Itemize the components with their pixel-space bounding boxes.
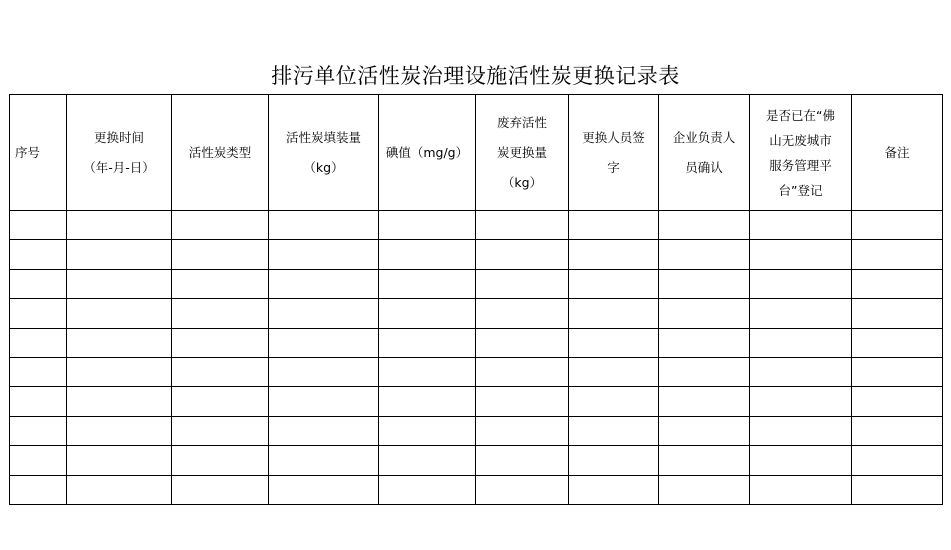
table-cell-iodine[interactable]	[379, 269, 476, 298]
header-line: （kg）	[303, 159, 344, 175]
table-cell-remark[interactable]	[852, 416, 943, 445]
table-cell-fill[interactable]	[269, 446, 379, 475]
header-line: 更换人员签	[582, 129, 645, 145]
header-line: （年-月-日）	[83, 159, 155, 175]
table-row	[10, 475, 943, 504]
table-cell-seq[interactable]	[10, 240, 67, 269]
header-cell-time	[67, 95, 172, 211]
table-cell-registered[interactable]	[750, 211, 852, 240]
header-line: 是否已在“佛	[766, 107, 835, 123]
table-cell-registered[interactable]	[750, 475, 852, 504]
header-cell-iodine	[379, 95, 476, 211]
table-cell-time[interactable]	[67, 240, 172, 269]
header-cell-registered	[750, 95, 852, 211]
table-cell-fill[interactable]	[269, 475, 379, 504]
table-cell-registered[interactable]	[750, 299, 852, 328]
header-cell-fill	[269, 95, 379, 211]
table-row	[10, 269, 943, 298]
table-cell-time[interactable]	[67, 211, 172, 240]
table-cell-seq[interactable]	[10, 387, 67, 416]
table-cell-waste[interactable]	[476, 416, 569, 445]
header-line: 更换时间	[93, 129, 144, 145]
table-cell-confirm[interactable]	[659, 357, 750, 386]
table-row	[10, 357, 943, 386]
table-cell-time[interactable]	[67, 299, 172, 328]
table-cell-signer[interactable]	[569, 475, 659, 504]
header-line: 炭更换量	[496, 144, 547, 160]
header-row	[10, 95, 943, 211]
table-cell-fill[interactable]	[269, 357, 379, 386]
header-line: 服务管理平	[769, 157, 832, 173]
table-cell-registered[interactable]	[750, 328, 852, 357]
header-line: 碘值（mg/g）	[385, 144, 469, 160]
table-cell-iodine[interactable]	[379, 357, 476, 386]
table-cell-iodine[interactable]	[379, 475, 476, 504]
table-cell-seq[interactable]	[10, 475, 67, 504]
table-cell-waste[interactable]	[476, 240, 569, 269]
table-cell-fill[interactable]	[269, 240, 379, 269]
table-cell-type[interactable]	[172, 387, 269, 416]
table-cell-time[interactable]	[67, 446, 172, 475]
table-cell-seq[interactable]	[10, 299, 67, 328]
table-cell-type[interactable]	[172, 328, 269, 357]
header-cell-signer	[569, 95, 659, 211]
table-cell-iodine[interactable]	[379, 387, 476, 416]
table-cell-signer[interactable]	[569, 328, 659, 357]
table-cell-registered[interactable]	[750, 357, 852, 386]
table-cell-signer[interactable]	[569, 299, 659, 328]
table-row	[10, 240, 943, 269]
table-cell-iodine[interactable]	[379, 240, 476, 269]
header-cell-confirm	[659, 95, 750, 211]
table-cell-seq[interactable]	[10, 211, 67, 240]
table-cell-iodine[interactable]	[379, 328, 476, 357]
header-line: 企业负责人	[672, 129, 736, 145]
table-cell-confirm[interactable]	[659, 240, 750, 269]
table-cell-remark[interactable]	[852, 299, 943, 328]
table-cell-remark[interactable]	[852, 328, 943, 357]
table-cell-registered[interactable]	[750, 446, 852, 475]
table-cell-waste[interactable]	[476, 269, 569, 298]
table-cell-iodine[interactable]	[379, 446, 476, 475]
document-title: 排污单位活性炭治理设施活性炭更换记录表	[271, 64, 680, 88]
table-cell-waste[interactable]	[476, 387, 569, 416]
table-cell-registered[interactable]	[750, 269, 852, 298]
table-cell-waste[interactable]	[476, 299, 569, 328]
table-cell-time[interactable]	[67, 357, 172, 386]
table-cell-fill[interactable]	[269, 211, 379, 240]
replacement-record-table	[9, 94, 943, 505]
table-cell-registered[interactable]	[750, 387, 852, 416]
table-cell-waste[interactable]	[476, 328, 569, 357]
table-cell-seq[interactable]	[10, 446, 67, 475]
header-line: 山无废城市	[769, 132, 832, 148]
table-cell-type[interactable]	[172, 269, 269, 298]
table-cell-type[interactable]	[172, 211, 269, 240]
header-cell-waste	[476, 95, 569, 211]
table-cell-signer[interactable]	[569, 211, 659, 240]
header-line: 备注	[884, 144, 910, 160]
table-cell-seq[interactable]	[10, 357, 67, 386]
table-cell-fill[interactable]	[269, 269, 379, 298]
table-cell-type[interactable]	[172, 299, 269, 328]
table-cell-time[interactable]	[67, 269, 172, 298]
table-cell-waste[interactable]	[476, 475, 569, 504]
header-line: 序号	[15, 144, 41, 160]
table-cell-type[interactable]	[172, 240, 269, 269]
table-cell-iodine[interactable]	[379, 299, 476, 328]
table-cell-confirm[interactable]	[659, 328, 750, 357]
header-line: 废弃活性	[496, 114, 547, 130]
header-line: 员确认	[685, 159, 723, 175]
table-cell-signer[interactable]	[569, 387, 659, 416]
table-row	[10, 446, 943, 475]
table-cell-fill[interactable]	[269, 387, 379, 416]
table-row	[10, 416, 943, 445]
table-row	[10, 211, 943, 240]
table-cell-iodine[interactable]	[379, 416, 476, 445]
table-cell-remark[interactable]	[852, 446, 943, 475]
table-cell-seq[interactable]	[10, 269, 67, 298]
table-cell-confirm[interactable]	[659, 446, 750, 475]
table-cell-iodine[interactable]	[379, 211, 476, 240]
table-cell-signer[interactable]	[569, 269, 659, 298]
header-cell-type	[172, 95, 269, 211]
table-cell-waste[interactable]	[476, 446, 569, 475]
table-cell-type[interactable]	[172, 475, 269, 504]
table-cell-signer[interactable]	[569, 357, 659, 386]
table-row	[10, 387, 943, 416]
table-cell-confirm[interactable]	[659, 387, 750, 416]
table-row	[10, 328, 943, 357]
table-cell-signer[interactable]	[569, 240, 659, 269]
table-cell-confirm[interactable]	[659, 299, 750, 328]
table-row	[10, 299, 943, 328]
table-cell-remark[interactable]	[852, 475, 943, 504]
table-cell-fill[interactable]	[269, 299, 379, 328]
table-cell-time[interactable]	[67, 387, 172, 416]
table-cell-signer[interactable]	[569, 416, 659, 445]
table-cell-signer[interactable]	[569, 446, 659, 475]
table-cell-remark[interactable]	[852, 240, 943, 269]
table-cell-type[interactable]	[172, 357, 269, 386]
table-cell-seq[interactable]	[10, 328, 67, 357]
table-cell-confirm[interactable]	[659, 416, 750, 445]
table-cell-remark[interactable]	[852, 357, 943, 386]
table-cell-type[interactable]	[172, 446, 269, 475]
table-cell-confirm[interactable]	[659, 211, 750, 240]
table-cell-seq[interactable]	[10, 416, 67, 445]
table-cell-confirm[interactable]	[659, 269, 750, 298]
table-cell-registered[interactable]	[750, 240, 852, 269]
header-line: 台”登记	[778, 182, 823, 198]
header-cell-seq	[10, 95, 67, 211]
table-cell-waste[interactable]	[476, 357, 569, 386]
table-cell-time[interactable]	[67, 416, 172, 445]
table-cell-fill[interactable]	[269, 416, 379, 445]
header-line: 活性炭类型	[188, 144, 252, 160]
header-cell-remark	[852, 95, 943, 211]
table-cell-confirm[interactable]	[659, 475, 750, 504]
table-cell-fill[interactable]	[269, 328, 379, 357]
table-cell-time[interactable]	[67, 328, 172, 357]
table-cell-remark[interactable]	[852, 211, 943, 240]
table-body	[10, 211, 943, 505]
header-line: （kg）	[501, 174, 543, 190]
header-line: 字	[607, 159, 620, 175]
table-cell-waste[interactable]	[476, 211, 569, 240]
table-cell-type[interactable]	[172, 416, 269, 445]
table-cell-registered[interactable]	[750, 416, 852, 445]
table-cell-remark[interactable]	[852, 269, 943, 298]
table-cell-time[interactable]	[67, 475, 172, 504]
table-cell-remark[interactable]	[852, 387, 943, 416]
header-line: 活性炭填装量	[285, 129, 361, 145]
